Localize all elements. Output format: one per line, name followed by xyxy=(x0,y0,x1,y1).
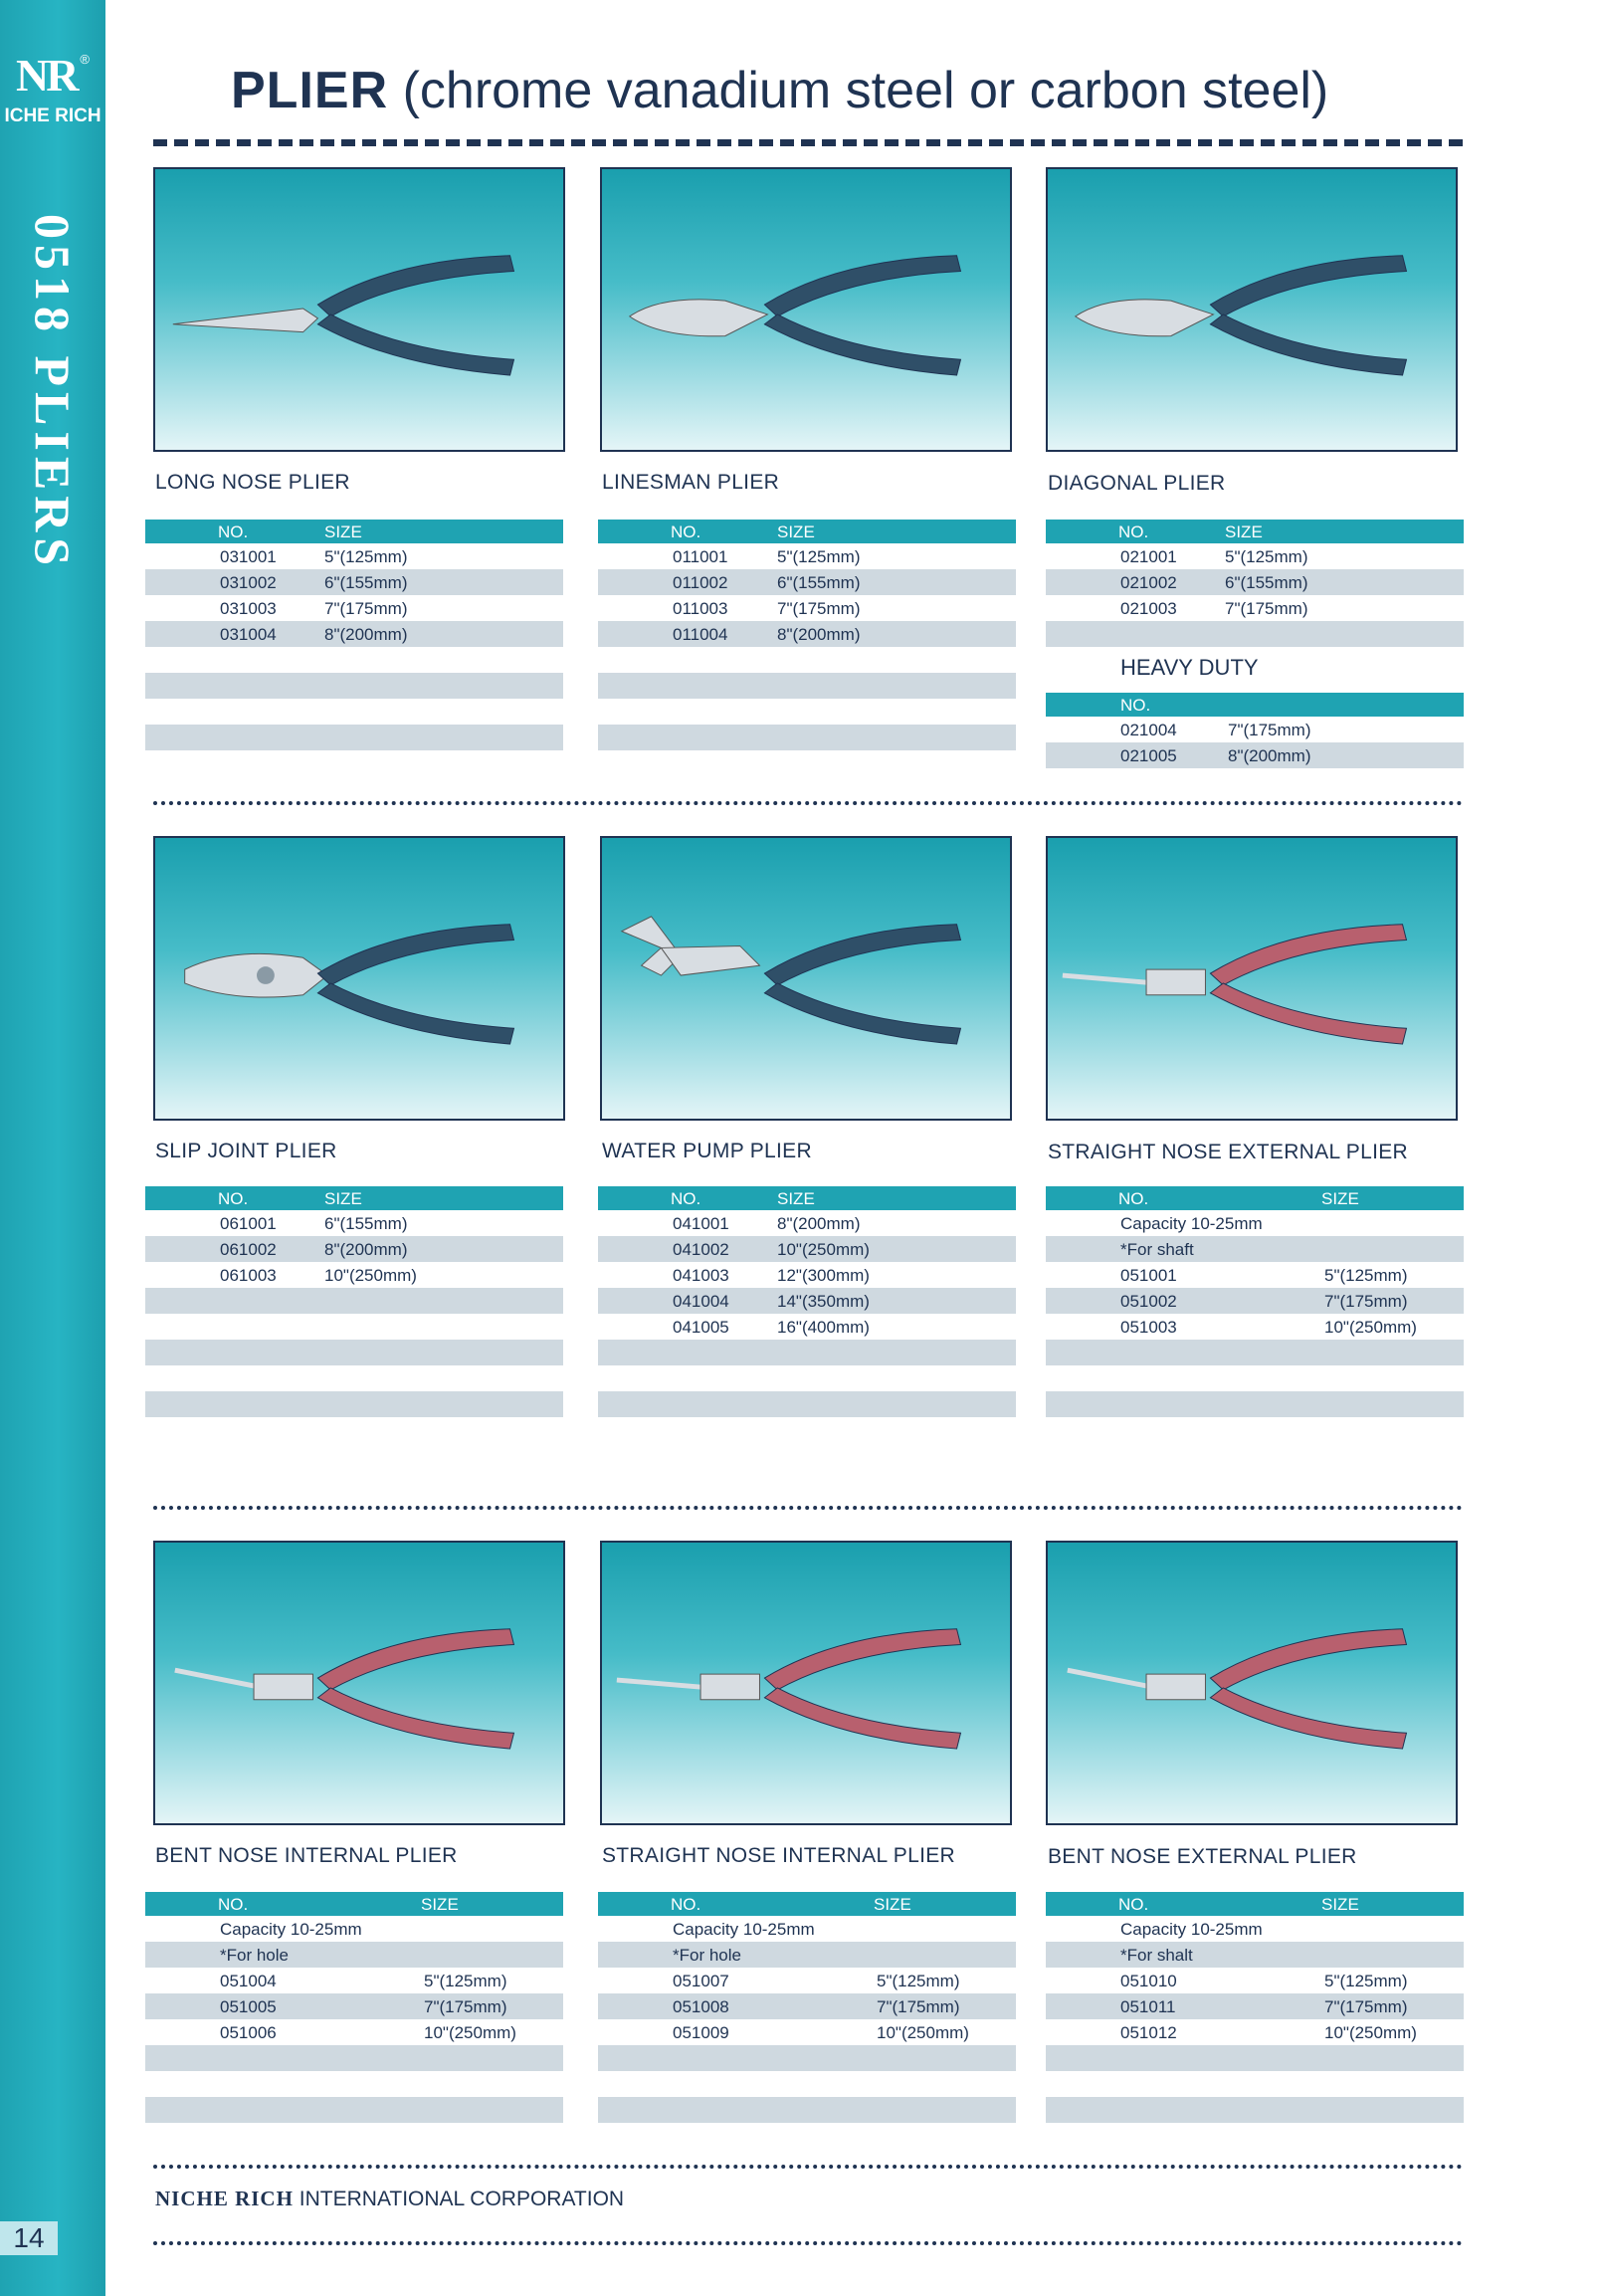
column-header-no: NO. xyxy=(218,1895,249,1914)
table-row xyxy=(598,2123,1016,2149)
item-size: 7"(175mm) xyxy=(877,1997,960,2016)
table-row xyxy=(1046,1916,1464,1942)
product-name: BENT NOSE EXTERNAL PLIER xyxy=(1048,1845,1357,1868)
spec-table xyxy=(145,1892,563,2149)
table-row xyxy=(145,1262,563,1288)
table-row xyxy=(145,1942,563,1968)
capacity-text: Capacity 10-25mm xyxy=(1120,1920,1263,1939)
table-row xyxy=(145,2045,563,2071)
item-size: 5"(125mm) xyxy=(777,547,861,566)
item-size: 10"(250mm) xyxy=(424,2023,516,2042)
brand-logo xyxy=(0,52,105,127)
table-row xyxy=(598,1262,1016,1288)
table-row xyxy=(145,1391,563,1417)
spec-table xyxy=(1046,1892,1464,2149)
table-row xyxy=(145,1288,563,1314)
column-header-size: SIZE xyxy=(777,522,815,541)
table-row xyxy=(1046,742,1464,768)
usage-note: *For shaft xyxy=(1120,1240,1194,1259)
table-row xyxy=(145,1314,563,1340)
item-size: 5"(125mm) xyxy=(1225,547,1308,566)
table-row xyxy=(1046,1942,1464,1968)
item-size: 7"(175mm) xyxy=(1324,1997,1408,2016)
item-number: 041001 xyxy=(673,1214,729,1233)
item-number: 061003 xyxy=(220,1266,277,1285)
table-row xyxy=(598,1288,1016,1314)
table-row xyxy=(598,1916,1016,1942)
table-row xyxy=(598,725,1016,750)
table-row xyxy=(145,647,563,673)
table-row xyxy=(145,621,563,647)
table-row xyxy=(145,2019,563,2045)
item-number: 021003 xyxy=(1120,599,1177,618)
column-header-size: SIZE xyxy=(421,1895,459,1914)
table-row xyxy=(1046,1262,1464,1288)
sidebar xyxy=(0,0,105,2296)
table-row xyxy=(145,1968,563,1993)
table-row xyxy=(1046,717,1464,742)
column-header-size: SIZE xyxy=(874,1895,911,1914)
column-header-no: NO. xyxy=(1120,696,1151,715)
table-row xyxy=(598,1340,1016,1365)
item-size: 7"(175mm) xyxy=(324,599,408,618)
title-divider xyxy=(153,139,1463,146)
column-header-size: SIZE xyxy=(1225,522,1263,541)
spec-table xyxy=(598,520,1016,776)
item-size: 8"(200mm) xyxy=(324,625,408,644)
table-row xyxy=(1046,1365,1464,1391)
product-name: SLIP JOINT PLIER xyxy=(155,1140,337,1162)
table-row xyxy=(145,1340,563,1365)
table-row xyxy=(145,1417,563,1443)
table-row xyxy=(1046,2071,1464,2097)
item-number: 011004 xyxy=(673,625,728,644)
footer-company: INTERNATIONAL CORPORATION xyxy=(293,2188,625,2210)
item-number: 051009 xyxy=(673,2023,729,2042)
item-size: 10"(250mm) xyxy=(877,2023,969,2042)
table-row xyxy=(598,2045,1016,2071)
item-size: 6"(155mm) xyxy=(1225,573,1308,592)
table-row xyxy=(598,1968,1016,1993)
table-row xyxy=(598,1417,1016,1443)
item-size: 8"(200mm) xyxy=(777,1214,861,1233)
item-number: 021005 xyxy=(1120,746,1177,765)
table-row xyxy=(145,1236,563,1262)
item-size: 5"(125mm) xyxy=(424,1972,507,1990)
item-number: 051002 xyxy=(1120,1292,1177,1311)
column-header-size: SIZE xyxy=(1321,1895,1359,1914)
column-header-no: NO. xyxy=(218,522,249,541)
straight-nose-internal-plier-icon xyxy=(600,1541,1012,1825)
row-divider xyxy=(153,2241,1463,2245)
column-header-size: SIZE xyxy=(324,522,362,541)
long-nose-plier-icon xyxy=(153,167,565,452)
table-row xyxy=(145,750,563,776)
table-row xyxy=(598,1993,1016,2019)
row-divider xyxy=(153,2165,1463,2169)
table-row xyxy=(1046,2097,1464,2123)
item-number: 021002 xyxy=(1120,573,1177,592)
table-row xyxy=(1046,1236,1464,1262)
column-header-no: NO. xyxy=(671,522,701,541)
column-header-no: NO. xyxy=(671,1189,701,1208)
item-size: 10"(250mm) xyxy=(777,1240,870,1259)
table-row xyxy=(1046,2045,1464,2071)
item-size: 16"(400mm) xyxy=(777,1318,870,1337)
item-number: 031004 xyxy=(220,625,277,644)
item-number: 051006 xyxy=(220,2023,277,2042)
item-number: 031001 xyxy=(220,547,277,566)
spec-table-header xyxy=(598,1892,1016,1916)
table-row xyxy=(145,543,563,569)
item-size: 8"(200mm) xyxy=(1228,746,1311,765)
table-row xyxy=(1046,569,1464,595)
product-name: STRAIGHT NOSE INTERNAL PLIER xyxy=(602,1844,955,1867)
table-row xyxy=(1046,1210,1464,1236)
page-title-main: PLIER xyxy=(231,62,389,119)
item-size: 12"(300mm) xyxy=(777,1266,870,1285)
table-row xyxy=(1046,1314,1464,1340)
table-row xyxy=(145,1210,563,1236)
table-row xyxy=(145,2071,563,2097)
table-row xyxy=(145,699,563,725)
item-number: 061001 xyxy=(220,1214,277,1233)
table-row xyxy=(145,2123,563,2149)
item-number: 051004 xyxy=(220,1972,277,1990)
table-row xyxy=(145,595,563,621)
page-number: 14 xyxy=(0,2221,58,2255)
table-row xyxy=(1046,1993,1464,2019)
table-row xyxy=(145,1916,563,1942)
column-header-no: NO. xyxy=(1118,1895,1149,1914)
spec-table xyxy=(598,1892,1016,2149)
spec-table-header xyxy=(1046,520,1464,543)
item-number: 021004 xyxy=(1120,721,1177,739)
table-row xyxy=(598,543,1016,569)
footer xyxy=(155,2187,624,2211)
item-number: 011003 xyxy=(673,599,728,618)
table-row xyxy=(598,673,1016,699)
table-row xyxy=(145,1365,563,1391)
table-row xyxy=(598,1236,1016,1262)
usage-note: *For hole xyxy=(220,1946,289,1965)
table-row xyxy=(598,2097,1016,2123)
table-row xyxy=(1046,1391,1464,1417)
footer-brand: NICHE RICH xyxy=(155,2187,294,2210)
item-size: 10"(250mm) xyxy=(324,1266,417,1285)
table-row xyxy=(1046,2019,1464,2045)
item-number: 051012 xyxy=(1120,2023,1177,2042)
column-header-no: NO. xyxy=(218,1189,249,1208)
section-title: 0518 PLIERS xyxy=(25,214,81,572)
product-name: LINESMAN PLIER xyxy=(602,471,780,494)
spec-table-header xyxy=(598,520,1016,543)
heavy-duty-table-header xyxy=(1046,693,1464,717)
item-size: 10"(250mm) xyxy=(1324,1318,1417,1337)
spec-table xyxy=(598,1186,1016,1443)
table-row xyxy=(598,1942,1016,1968)
table-row xyxy=(1046,1340,1464,1365)
item-size: 8"(200mm) xyxy=(777,625,861,644)
table-row xyxy=(145,569,563,595)
table-row xyxy=(598,1210,1016,1236)
item-size: 5"(125mm) xyxy=(1324,1266,1408,1285)
item-size: 7"(175mm) xyxy=(424,1997,507,2016)
table-row xyxy=(598,2071,1016,2097)
water-pump-plier-icon xyxy=(600,836,1012,1121)
table-row xyxy=(598,699,1016,725)
logo-mark: NR xyxy=(15,50,77,101)
item-number: 041005 xyxy=(673,1318,729,1337)
item-size: 6"(155mm) xyxy=(324,1214,408,1233)
linesman-plier-icon xyxy=(600,167,1012,452)
product-name: BENT NOSE INTERNAL PLIER xyxy=(155,1844,458,1867)
item-number: 051001 xyxy=(1120,1266,1177,1285)
usage-note: *For hole xyxy=(673,1946,741,1965)
capacity-text: Capacity 10-25mm xyxy=(220,1920,362,1939)
product-name: WATER PUMP PLIER xyxy=(602,1140,812,1162)
table-row xyxy=(1046,1288,1464,1314)
item-size: 7"(175mm) xyxy=(777,599,861,618)
capacity-text: Capacity 10-25mm xyxy=(673,1920,815,1939)
column-header-no: NO. xyxy=(671,1895,701,1914)
item-number: 011001 xyxy=(673,547,728,566)
table-row xyxy=(598,621,1016,647)
item-number: 051008 xyxy=(673,1997,729,2016)
spec-table-header xyxy=(598,1186,1016,1210)
spec-table-header xyxy=(1046,1186,1464,1210)
bent-nose-internal-plier-icon xyxy=(153,1541,565,1825)
product-name: DIAGONAL PLIER xyxy=(1048,472,1226,495)
table-row xyxy=(598,1391,1016,1417)
item-number: 051005 xyxy=(220,1997,277,2016)
spec-table xyxy=(1046,520,1464,768)
table-row xyxy=(598,2019,1016,2045)
item-size: 5"(125mm) xyxy=(324,547,408,566)
table-row xyxy=(598,595,1016,621)
item-number: 051003 xyxy=(1120,1318,1177,1337)
column-header-size: SIZE xyxy=(324,1189,362,1208)
spec-table-header xyxy=(145,520,563,543)
table-row xyxy=(145,725,563,750)
item-size: 10"(250mm) xyxy=(1324,2023,1417,2042)
table-row xyxy=(598,750,1016,776)
row-divider xyxy=(153,1506,1463,1510)
slip-joint-plier-icon xyxy=(153,836,565,1121)
product-name: LONG NOSE PLIER xyxy=(155,471,350,494)
item-size: 5"(125mm) xyxy=(1324,1972,1408,1990)
heavy-duty-heading: HEAVY DUTY xyxy=(1120,655,1259,680)
item-number: 061002 xyxy=(220,1240,277,1259)
diagonal-plier-icon xyxy=(1046,167,1458,452)
table-row xyxy=(1046,621,1464,647)
page-title xyxy=(231,60,1328,121)
table-row xyxy=(598,1365,1016,1391)
item-number: 051011 xyxy=(1120,1997,1176,2016)
item-number: 051007 xyxy=(673,1972,729,1990)
table-row xyxy=(1046,1417,1464,1443)
item-number: 041002 xyxy=(673,1240,729,1259)
product-name: STRAIGHT NOSE EXTERNAL PLIER xyxy=(1048,1141,1408,1163)
item-size: 6"(155mm) xyxy=(777,573,861,592)
row-divider xyxy=(153,801,1463,805)
table-row xyxy=(1046,1968,1464,1993)
straight-nose-external-plier-icon xyxy=(1046,836,1458,1121)
page-title-subtitle: (chrome vanadium steel or carbon steel) xyxy=(388,62,1329,119)
item-size: 8"(200mm) xyxy=(324,1240,408,1259)
spec-table-header xyxy=(145,1186,563,1210)
table-row xyxy=(145,673,563,699)
column-header-size: SIZE xyxy=(777,1189,815,1208)
table-row xyxy=(145,1993,563,2019)
column-header-no: NO. xyxy=(1118,1189,1149,1208)
item-number: 041004 xyxy=(673,1292,729,1311)
column-header-size: SIZE xyxy=(1321,1189,1359,1208)
spec-table-header xyxy=(1046,1892,1464,1916)
table-row xyxy=(598,1314,1016,1340)
item-size: 6"(155mm) xyxy=(324,573,408,592)
item-size: 7"(175mm) xyxy=(1324,1292,1408,1311)
registered-mark: ® xyxy=(80,52,91,67)
item-number: 021001 xyxy=(1120,547,1177,566)
table-row xyxy=(145,2097,563,2123)
table-row xyxy=(1046,595,1464,621)
column-header-no: NO. xyxy=(1118,522,1149,541)
bent-nose-external-plier-icon xyxy=(1046,1541,1458,1825)
item-number: 011002 xyxy=(673,573,728,592)
logo-name: ICHE RICH xyxy=(4,105,101,126)
usage-note: *For shalt xyxy=(1120,1946,1193,1965)
table-row xyxy=(1046,2123,1464,2149)
table-row xyxy=(598,569,1016,595)
capacity-text: Capacity 10-25mm xyxy=(1120,1214,1263,1233)
spec-table xyxy=(145,520,563,776)
spec-table xyxy=(145,1186,563,1443)
item-number: 041003 xyxy=(673,1266,729,1285)
item-size: 5"(125mm) xyxy=(877,1972,960,1990)
spec-table-header xyxy=(145,1892,563,1916)
table-row xyxy=(1046,543,1464,569)
table-row xyxy=(598,647,1016,673)
item-number: 031002 xyxy=(220,573,277,592)
spec-table xyxy=(1046,1186,1464,1443)
item-size: 14"(350mm) xyxy=(777,1292,870,1311)
item-number: 031003 xyxy=(220,599,277,618)
item-number: 051010 xyxy=(1120,1972,1177,1990)
item-size: 7"(175mm) xyxy=(1228,721,1311,739)
item-size: 7"(175mm) xyxy=(1225,599,1308,618)
